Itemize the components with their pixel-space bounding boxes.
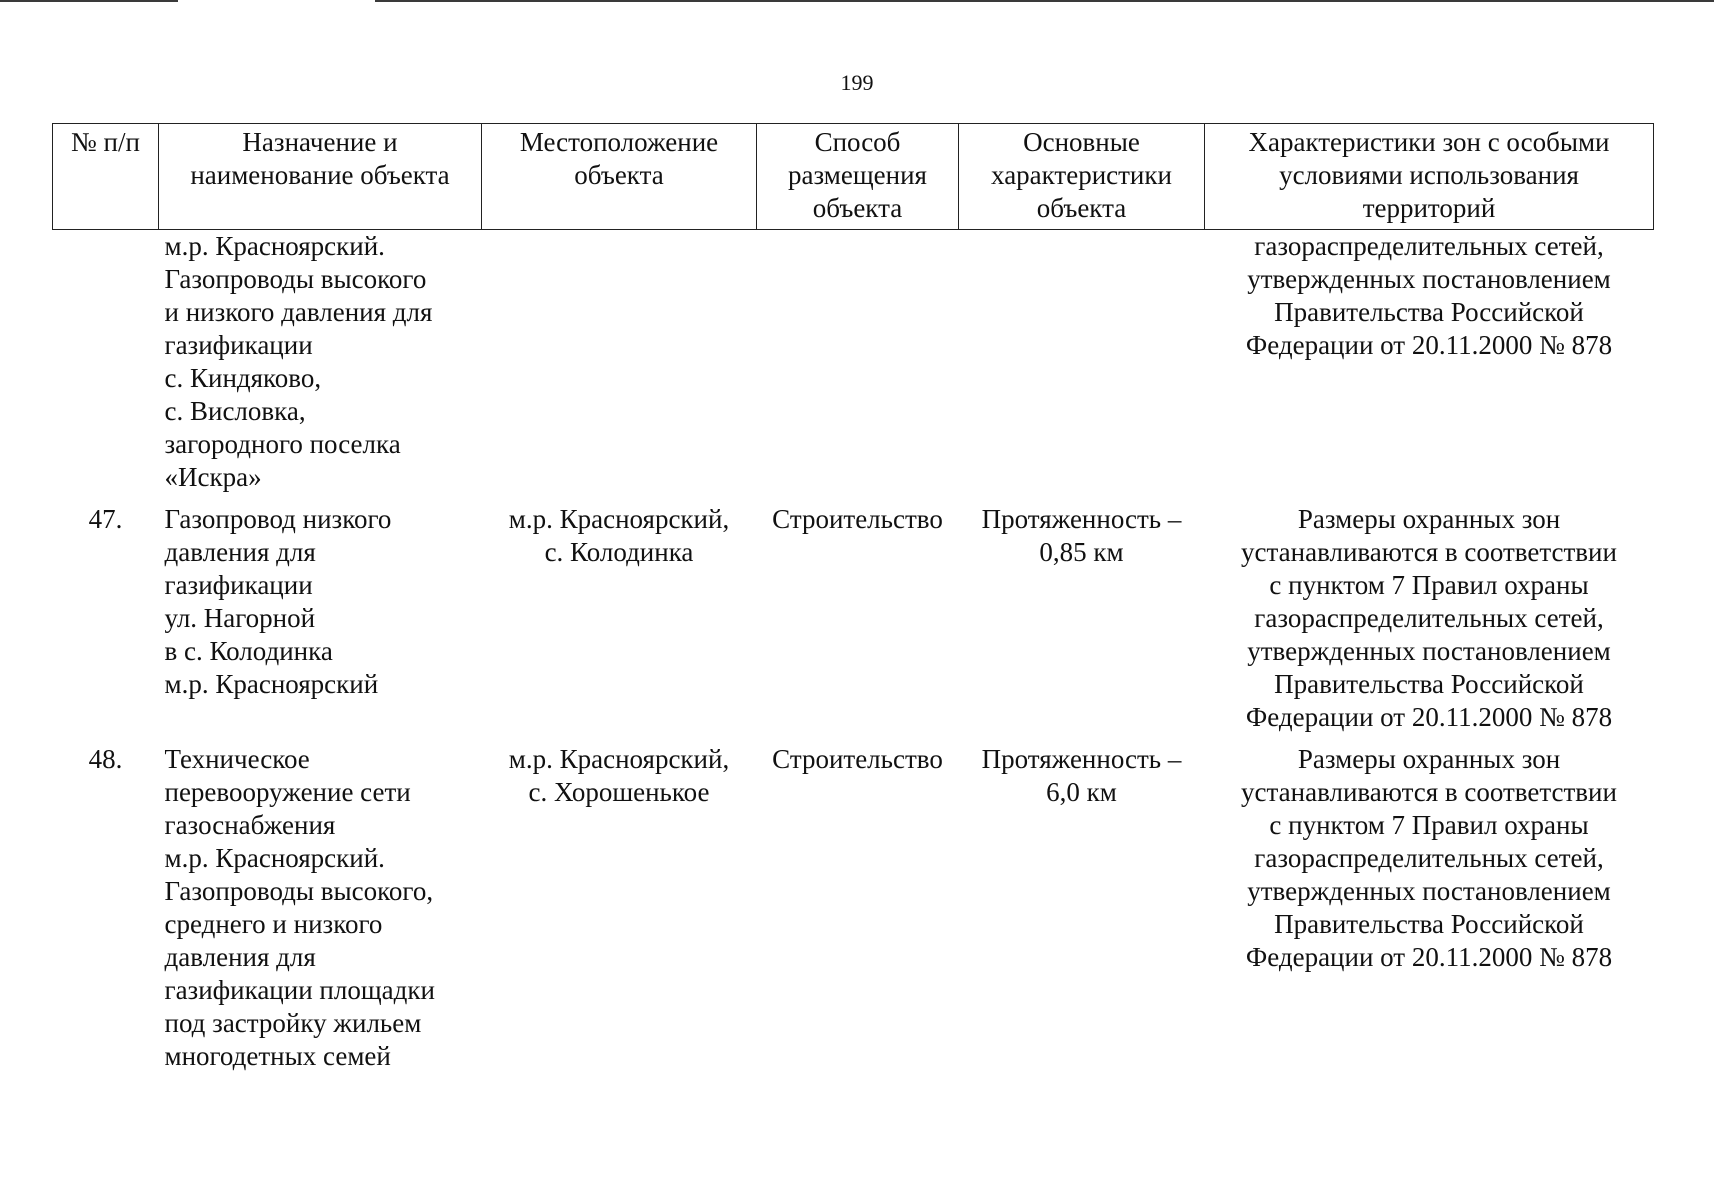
header-location	[482, 124, 757, 230]
objects-table	[52, 123, 1654, 1082]
object-name	[159, 503, 482, 743]
object-name	[159, 230, 482, 504]
text-line: м.р. Красноярский,	[508, 504, 730, 534]
zone-characteristics	[1205, 503, 1654, 743]
header-placement-method	[757, 124, 959, 230]
text-line: размещения	[788, 160, 927, 190]
table-row	[53, 230, 1654, 504]
text-line: Правительства Российской	[1274, 297, 1584, 327]
text-line: Местоположение	[519, 127, 719, 157]
text-line: 0,85 км	[1039, 537, 1124, 567]
text-line: Основные	[1023, 127, 1140, 157]
text-line: 6,0 км	[1046, 777, 1117, 807]
text-line: Способ	[814, 127, 901, 157]
placement-method: Строительство	[772, 504, 943, 534]
text-line: под застройку жильем	[164, 1008, 422, 1038]
header-object-name	[159, 124, 482, 230]
text-line: Правительства Российской	[1274, 669, 1584, 699]
scan-edge-line-right	[375, 0, 1714, 2]
object-location	[482, 230, 757, 504]
text-line: Размеры охранных зон	[1297, 744, 1561, 774]
main-characteristics	[959, 230, 1205, 504]
text-line: с пунктом 7 Правил охраны	[1269, 810, 1589, 840]
text-line: наименование объекта	[190, 160, 450, 190]
text-line: утвержденных постановлением	[1247, 636, 1611, 666]
text-line: Газопроводы высокого	[164, 264, 427, 294]
text-line: Характеристики зон с особыми	[1248, 127, 1610, 157]
text-line: среднего и низкого	[164, 909, 383, 939]
text-line: с. Хорошенькое	[528, 777, 710, 807]
text-line: устанавливаются в соответствии	[1241, 777, 1617, 807]
text-line: Правительства Российской	[1274, 909, 1584, 939]
text-line: м.р. Красноярский,	[508, 744, 730, 774]
text-line: Протяженность –	[981, 744, 1182, 774]
text-line: ул. Нагорной	[164, 603, 316, 633]
table-row	[53, 503, 1654, 743]
text-line: с пунктом 7 Правил охраны	[1269, 570, 1589, 600]
text-line: газификации	[164, 570, 313, 600]
text-line: объекта	[574, 160, 664, 190]
text-line: м.р. Красноярский.	[164, 843, 385, 873]
text-line: газификации	[164, 330, 313, 360]
text-line: газификации площадки	[164, 975, 435, 1005]
text-line: утвержденных постановлением	[1247, 264, 1611, 294]
text-line: утвержденных постановлением	[1247, 876, 1611, 906]
text-line: устанавливаются в соответствии	[1241, 537, 1617, 567]
text-line: Протяженность –	[981, 504, 1182, 534]
text-line: условиями использования	[1279, 160, 1579, 190]
zone-characteristics	[1205, 743, 1654, 1082]
text-line: объекта	[1036, 193, 1127, 223]
text-line: «Искра»	[164, 462, 262, 492]
text-line: Газопроводы высокого,	[164, 876, 434, 906]
main-characteristics	[959, 503, 1205, 743]
text-line: Газопровод низкого	[164, 504, 392, 534]
text-line: с. Висловка,	[164, 396, 306, 426]
text-line: многодетных семей	[164, 1041, 391, 1071]
text-line: Федерации от 20.11.2000 № 878	[1245, 942, 1613, 972]
text-line: с. Киндяково,	[164, 363, 322, 393]
text-line: объекта	[812, 193, 903, 223]
zone-characteristics	[1205, 230, 1654, 504]
object-location	[482, 503, 757, 743]
object-name	[159, 743, 482, 1082]
placement-method: Строительство	[772, 744, 943, 774]
text-line: перевооружение сети	[164, 777, 411, 807]
header-zone-characteristics	[1205, 124, 1654, 230]
text-line: м.р. Красноярский.	[164, 231, 385, 261]
text-line: давления для	[164, 537, 316, 567]
text-line: Размеры охранных зон	[1297, 504, 1561, 534]
text-line: Назначение и	[242, 127, 398, 157]
row-number	[53, 230, 159, 504]
row-number: 47.	[88, 504, 123, 534]
text-line: газоснабжения	[164, 810, 336, 840]
table-header-row	[53, 124, 1654, 230]
scan-edge-line-left	[0, 0, 178, 2]
text-line: характеристики	[991, 160, 1172, 190]
text-line: загородного поселка	[164, 429, 401, 459]
text-line: м.р. Красноярский	[164, 669, 379, 699]
header-main-characteristics	[959, 124, 1205, 230]
row-number: 48.	[88, 744, 123, 774]
text-line: газораспределительных сетей,	[1254, 843, 1604, 873]
object-location	[482, 743, 757, 1082]
text-line: и низкого давления для	[164, 297, 433, 327]
text-line: Федерации от 20.11.2000 № 878	[1245, 702, 1613, 732]
text-line: Федерации от 20.11.2000 № 878	[1245, 330, 1613, 360]
header-number	[53, 124, 159, 230]
table-row	[53, 743, 1654, 1082]
text-line: газораспределительных сетей,	[1254, 603, 1604, 633]
text-line: Техническое	[164, 744, 310, 774]
text-line: в с. Колодинка	[164, 636, 333, 666]
text-line: № п/п	[71, 127, 140, 157]
placement-method	[757, 230, 959, 504]
page-number: 199	[840, 70, 874, 95]
text-line: территорий	[1362, 193, 1496, 223]
text-line: газораспределительных сетей,	[1254, 231, 1604, 261]
text-line: с. Колодинка	[544, 537, 694, 567]
text-line: давления для	[164, 942, 316, 972]
main-characteristics	[959, 743, 1205, 1082]
